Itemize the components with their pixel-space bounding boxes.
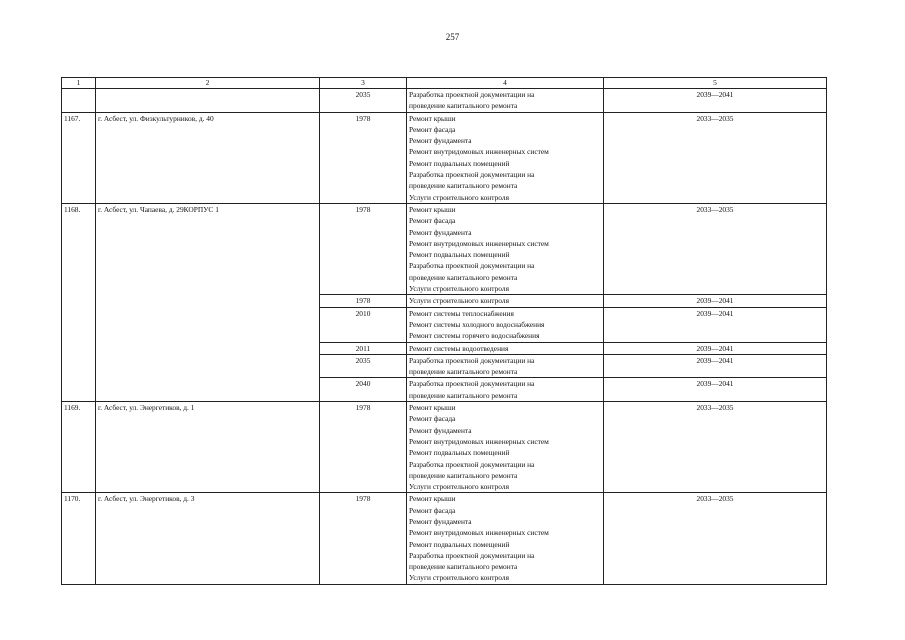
work-item: Ремонт фасада — [409, 414, 456, 424]
work-item: Ремонт фасада — [409, 124, 456, 134]
work-item: Ремонт внутридомовых инженерных систем — [409, 528, 549, 538]
works-cell — [407, 89, 604, 113]
works-cell — [407, 402, 604, 493]
work-item: Ремонт фундамента — [409, 227, 472, 237]
period-cell: 2033—2035 — [604, 402, 827, 493]
work-item: проведение капитального ремонта — [409, 181, 518, 191]
work-item: Ремонт подвальных помещений — [409, 448, 510, 458]
period-cell: 2033—2035 — [604, 112, 827, 203]
period-cell: 2039—2041 — [604, 295, 827, 307]
table-row — [62, 112, 827, 203]
year-cell: 2040 — [320, 378, 407, 402]
column-header-2: 2 — [96, 78, 320, 89]
year-cell: 1978 — [320, 203, 407, 294]
work-item: Разработка проектной документации на — [409, 379, 535, 389]
work-item: Ремонт подвальных помещений — [409, 539, 510, 549]
table-row — [62, 89, 827, 113]
row-number: 1169. — [62, 402, 96, 493]
work-item: Ремонт внутридомовых инженерных систем — [409, 436, 549, 446]
building-address: г. Асбест, ул. Энергетиков, д. 1 — [96, 402, 320, 493]
period-cell: 2033—2035 — [604, 493, 827, 584]
table-row — [62, 493, 827, 584]
work-item: проведение капитального ремонта — [409, 272, 518, 282]
table-row — [62, 203, 827, 294]
period-cell: 2033—2035 — [604, 203, 827, 294]
work-item: Ремонт системы водоотведения — [409, 343, 509, 353]
work-item: Ремонт фундамента — [409, 136, 472, 146]
work-item: Разработка проектной документации на — [409, 261, 535, 271]
work-item: Ремонт системы горячего водоснабжения — [409, 331, 540, 341]
building-address — [96, 89, 320, 113]
period-cell: 2039—2041 — [604, 378, 827, 402]
row-number: 1170. — [62, 493, 96, 584]
work-item: проведение капитального ремонта — [409, 390, 518, 400]
capital-repair-table — [61, 77, 827, 585]
year-cell: 2035 — [320, 354, 407, 378]
work-item: Услуги строительного контроля — [409, 573, 509, 583]
year-cell: 1978 — [320, 112, 407, 203]
work-item: Ремонт подвальных помещений — [409, 250, 510, 260]
table-row — [62, 402, 827, 493]
work-item: Ремонт фасада — [409, 216, 456, 226]
works-cell — [407, 203, 604, 294]
work-item: проведение капитального ремонта — [409, 367, 518, 377]
work-item: проведение капитального ремонта — [409, 470, 518, 480]
work-item: проведение капитального ремонта — [409, 562, 518, 572]
work-item: Ремонт внутридомовых инженерных систем — [409, 238, 549, 248]
building-address: г. Асбест, ул. Физкультурников, д. 40 — [96, 112, 320, 203]
page-number: 257 — [445, 32, 460, 42]
work-item: Разработка проектной документации на — [409, 550, 535, 560]
works-cell — [407, 112, 604, 203]
year-cell: 2035 — [320, 89, 407, 113]
year-cell: 1978 — [320, 402, 407, 493]
work-item: Ремонт фасада — [409, 505, 456, 515]
row-number: 1167. — [62, 112, 96, 203]
period-cell: 2039—2041 — [604, 307, 827, 342]
work-item: Услуги строительного контроля — [409, 482, 509, 492]
work-item: Ремонт крыши — [409, 113, 456, 123]
work-item: Услуги строительного контроля — [409, 296, 509, 306]
year-cell: 2010 — [320, 307, 407, 342]
work-item: Разработка проектной документации на — [409, 459, 535, 469]
work-item: проведение капитального ремонта — [409, 101, 518, 111]
work-item: Ремонт внутридомовых инженерных систем — [409, 147, 549, 157]
work-item: Ремонт фундамента — [409, 425, 472, 435]
row-number — [62, 89, 96, 113]
work-item: Услуги строительного контроля — [409, 192, 509, 202]
year-cell: 1978 — [320, 295, 407, 307]
building-address: г. Асбест, ул. Чапаева, д. 29КОРПУС 1 — [96, 203, 320, 401]
work-item: Ремонт фундамента — [409, 516, 472, 526]
year-cell: 1978 — [320, 493, 407, 584]
building-address: г. Асбест, ул. Энергетиков, д. 3 — [96, 493, 320, 584]
column-header-1: 1 — [62, 78, 96, 89]
works-cell — [407, 295, 604, 307]
works-cell — [407, 493, 604, 584]
column-header-4: 4 — [407, 78, 604, 89]
work-item: Разработка проектной документации на — [409, 355, 535, 365]
column-header-5: 5 — [604, 78, 827, 89]
table-body — [62, 78, 827, 585]
period-cell: 2039—2041 — [604, 89, 827, 113]
work-item: Разработка проектной документации на — [409, 170, 535, 180]
header-row — [62, 78, 827, 89]
work-item: Ремонт подвальных помещений — [409, 158, 510, 168]
work-item: Услуги строительного контроля — [409, 284, 509, 294]
work-item: Ремонт крыши — [409, 403, 456, 413]
column-header-3: 3 — [320, 78, 407, 89]
period-cell: 2039—2041 — [604, 354, 827, 378]
work-item: Разработка проектной документации на — [409, 90, 535, 99]
work-item: Ремонт системы холодного водоснабжения — [409, 319, 545, 329]
row-number: 1168. — [62, 203, 96, 401]
works-cell — [407, 354, 604, 378]
year-cell: 2011 — [320, 342, 407, 354]
work-item: Ремонт крыши — [409, 494, 456, 504]
work-item: Ремонт системы теплоснабжения — [409, 308, 514, 318]
works-cell — [407, 307, 604, 342]
works-cell — [407, 378, 604, 402]
works-cell — [407, 342, 604, 354]
period-cell: 2039—2041 — [604, 342, 827, 354]
work-item: Ремонт крыши — [409, 204, 456, 214]
